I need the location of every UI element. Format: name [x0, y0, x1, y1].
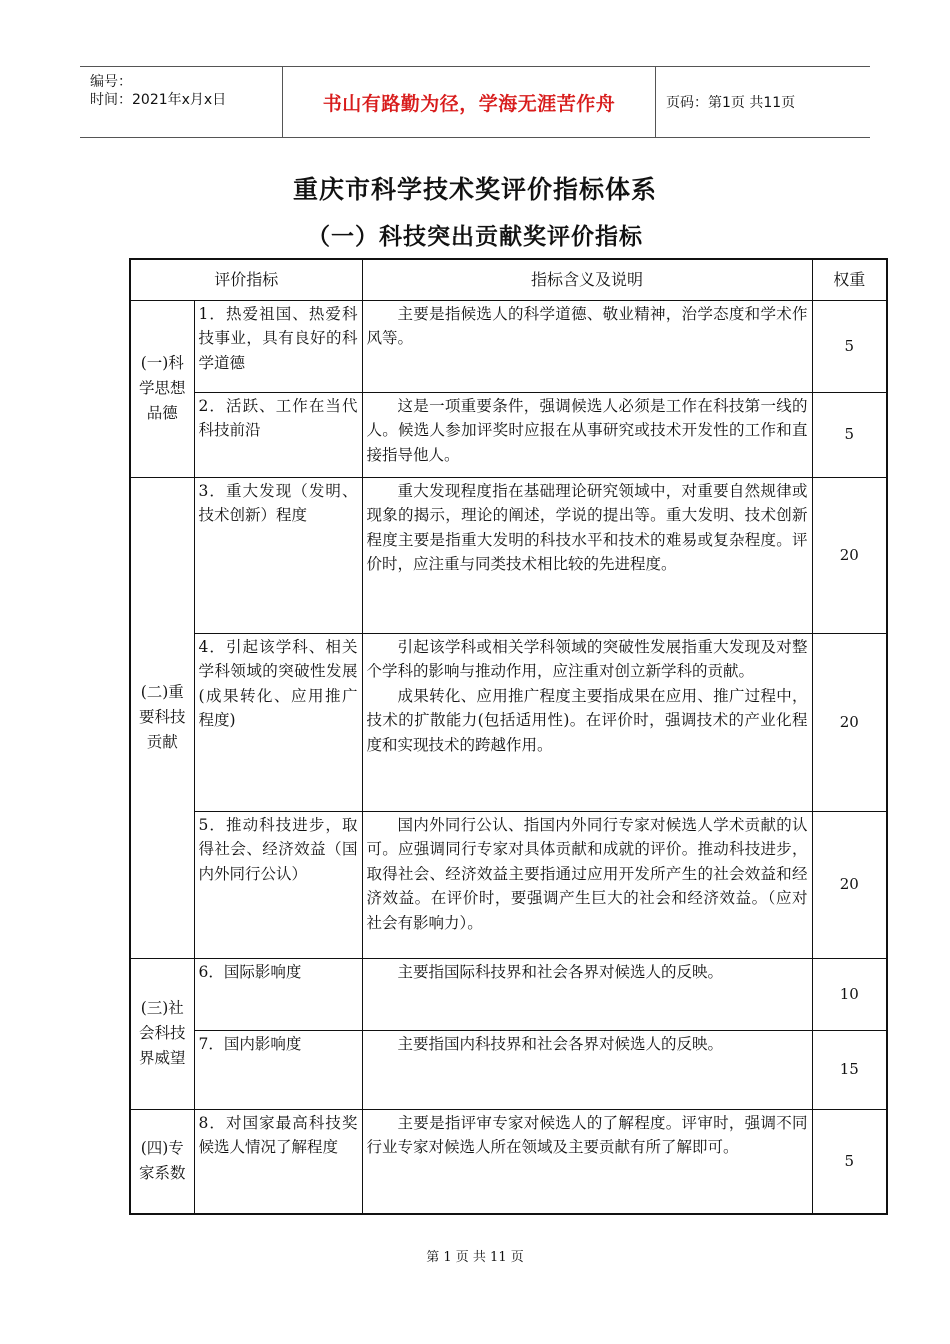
document-subtitle: （一）科技突出贡献奖评价指标: [307, 224, 643, 250]
description-text: 主要指国内科技界和社会各界对候选人的反映。: [397, 1034, 724, 1053]
table-row: [130, 477, 887, 633]
header-description: 指标含义及说明: [362, 259, 812, 300]
table-row: [130, 392, 887, 477]
table-row: [130, 1030, 887, 1109]
description-text: 主要指国际科技界和社会各界对候选人的反映。: [397, 962, 724, 981]
table-header-row: [130, 259, 887, 300]
header-meta: [80, 67, 280, 137]
page-label: 页码：第1页 共11页: [666, 95, 796, 111]
description-cell: [362, 1109, 812, 1214]
description-cell: [362, 633, 812, 811]
description-cell: [362, 477, 812, 633]
table-row: [130, 1109, 887, 1214]
indicator-cell: 6．国际影响度: [194, 958, 362, 1030]
weight-cell: 10: [812, 958, 887, 1030]
description-cell: [362, 300, 812, 392]
indicator-cell: 5．推动科技进步，取得社会、经济效益（国内外同行公认）: [194, 811, 362, 958]
weight-cell: 15: [812, 1030, 887, 1109]
motto: 书山有路勤为径，学海无涯苦作舟: [322, 92, 616, 115]
category-cell: (四)专家系数: [130, 1109, 194, 1214]
weight-cell: 20: [812, 811, 887, 958]
weight-cell: 20: [812, 633, 887, 811]
description-text: 主要是指候选人的科学道德、敬业精神，治学态度和学术作风等。: [366, 304, 808, 347]
weight-cell: 20: [812, 477, 887, 633]
indicator-cell: 3．重大发现（发明、技术创新）程度: [194, 477, 362, 633]
description-cell: [362, 392, 812, 477]
header-indicator: 评价指标: [130, 259, 362, 300]
table-row: [130, 633, 887, 811]
table-row: [130, 811, 887, 958]
document-title: 重庆市科学技术奖评价指标体系: [292, 175, 657, 204]
header-weight: 权重: [812, 259, 887, 300]
description-text: 这是一项重要条件，强调候选人必须是工作在科技第一线的人。候选人参加评奖时应报在从事研究或技术开发性的工作和直接指导他人。: [366, 396, 808, 464]
description-cell: [362, 958, 812, 1030]
description-cell: [362, 811, 812, 958]
weight-cell: 5: [812, 1109, 887, 1214]
category-cell: (二)重要科技贡献: [130, 477, 194, 958]
description-text: 成果转化、应用推广程度主要指成果在应用、推广过程中，技术的扩散能力(包括适用性)。在评价时，强调技术的产业化程度和实现技术的跨越作用。: [366, 686, 808, 754]
category-cell: (三)社会科技界威望: [130, 958, 194, 1109]
category-cell: (一)科学思想品德: [130, 300, 194, 477]
indicator-cell: 2．活跃、工作在当代科技前沿: [194, 392, 362, 477]
page-header: [80, 66, 870, 138]
date-label: 时间：2021年x月x日: [90, 92, 227, 108]
evaluation-table: [129, 258, 888, 1215]
weight-cell: 5: [812, 300, 887, 392]
table-row: [130, 300, 887, 392]
description-text: 国内外同行公认、指国内外同行专家对候选人学术贡献的认可。应强调同行专家对具体贡献和成就的评价。推动科技进步，取得社会、经济效益主要指通过应用开发所产生的社会效益和经济效益。在评价时，要强调产生巨大的社会和经济效益。（应对社会有影响力）。: [366, 815, 808, 932]
page-footer: 第 1 页 共 11 页: [426, 1250, 524, 1265]
indicator-cell: 4．引起该学科、相关学科领域的突破性发展(成果转化、应用推广程度): [194, 633, 362, 811]
description-text: 重大发现程度指在基础理论研究领域中，对重要自然规律或现象的揭示，理论的阐述，学说的提出等。重大发明、技术创新程度主要是指重大发明的科技水平和技术的难易或复杂程度。评价时，应注重与同类技术相比较的先进程度。: [366, 481, 808, 573]
weight-cell: 5: [812, 392, 887, 477]
indicator-cell: 1．热爱祖国、热爱科技事业，具有良好的科学道德: [194, 300, 362, 392]
description-text: 引起该学科或相关学科领域的突破性发展指重大发现及对整个学科的影响与推动作用，应注重对创立新学科的贡献。: [366, 637, 808, 680]
number-label: 编号：: [90, 74, 132, 90]
description-text: 主要是指评审专家对候选人的了解程度。评审时，强调不同行业专家对候选人所在领域及主要贡献有所了解即可。: [366, 1113, 808, 1156]
description-cell: [362, 1030, 812, 1109]
header-motto-cell: [282, 67, 656, 137]
indicator-cell: 7．国内影响度: [194, 1030, 362, 1109]
indicator-cell: 8．对国家最高科技奖候选人情况了解程度: [194, 1109, 362, 1214]
table-row: [130, 958, 887, 1030]
